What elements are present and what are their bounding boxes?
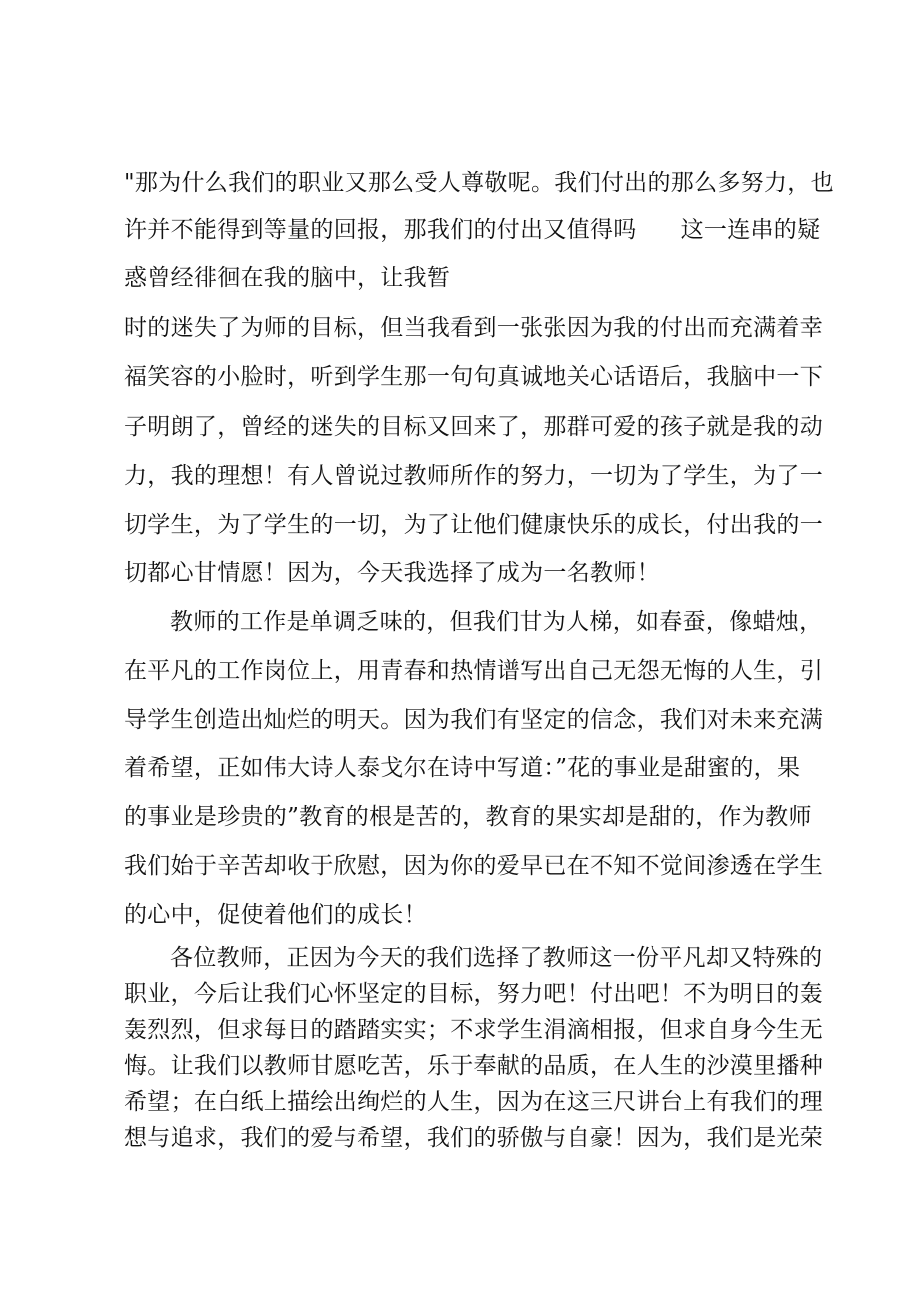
text-line: 导学生创造出灿烂的明天。因为我们有坚定的信念，我们对未来充满 [124, 707, 823, 733]
text-line: 时的迷失了为师的目标，但当我看到一张张因为我的付出而充满着幸 [124, 315, 823, 341]
text-line: 的心中，促使着他们的成长！ [124, 902, 427, 928]
text-segment: 这一连串的疑 [680, 217, 821, 243]
text-line: 悔。让我们以教师甘愿吃苦，乐于奉献的品质，在人生的沙漠里播种 [124, 1053, 823, 1079]
text-line: 轰烈烈，但求每日的踏踏实实；不求学生涓滴相报，但求自身今生无 [124, 1017, 823, 1043]
text-line: "那为什么我们的职业又那么受人尊敬呢。我们付出的那么多努力，也 [124, 170, 834, 196]
text-line: 我们始于辛苦却收于欣慰，因为你的爱早已在不知不觉间渗透在学生 [124, 853, 823, 879]
text-line: 切都心甘情愿！因为，今天我选择了成为一名教师！ [124, 560, 660, 586]
text-line: 想与追求，我们的爱与希望，我们的骄傲与自豪！因为，我们是光荣 [124, 1125, 823, 1151]
text-line: 子明朗了，曾经的迷失的目标又回来了，那群可爱的孩子就是我的动 [124, 414, 823, 440]
text-line: 切学生，为了学生的一切，为了让他们健康快乐的成长，付出我的一 [124, 512, 823, 538]
text-line: 在平凡的工作岗位上，用青春和热情谱写出自己无怨无悔的人生，引 [124, 658, 823, 684]
text-line: 力，我的理想！有人曾说过教师所作的努力，一切为了学生，为了一 [124, 463, 823, 489]
paragraph-first-line: 教师的工作是单调乏味的，但我们甘为人梯，如春蚕，像蜡烛， [170, 609, 823, 635]
text-line: 希望；在白纸上描绘出绚烂的人生，因为在这三尺讲台上有我们的理 [124, 1089, 823, 1115]
paragraph-first-line: 各位教师，正因为今天的我们选择了教师这一份平凡却又特殊的 [170, 945, 823, 971]
text-line [124, 215, 824, 245]
text-line: 的事业是珍贵的”教育的根是苦的，教育的果实却是甜的，作为教师 [124, 804, 812, 830]
text-segment: 许并不能得到等量的回报，那我们的付出又值得吗 [124, 217, 637, 243]
text-line: 福笑容的小脸时，听到学生那一句句真诚地关心话语后，我脑中一下 [124, 364, 823, 390]
text-line: 着希望，正如伟大诗人泰戈尔在诗中写道：”花的事业是甜蜜的，果 [124, 755, 801, 781]
text-line: 惑曾经徘徊在我的脑中，让我暂 [124, 265, 451, 291]
text-line: 职业，今后让我们心怀坚定的目标，努力吧！付出吧！不为明日的轰 [124, 981, 823, 1007]
